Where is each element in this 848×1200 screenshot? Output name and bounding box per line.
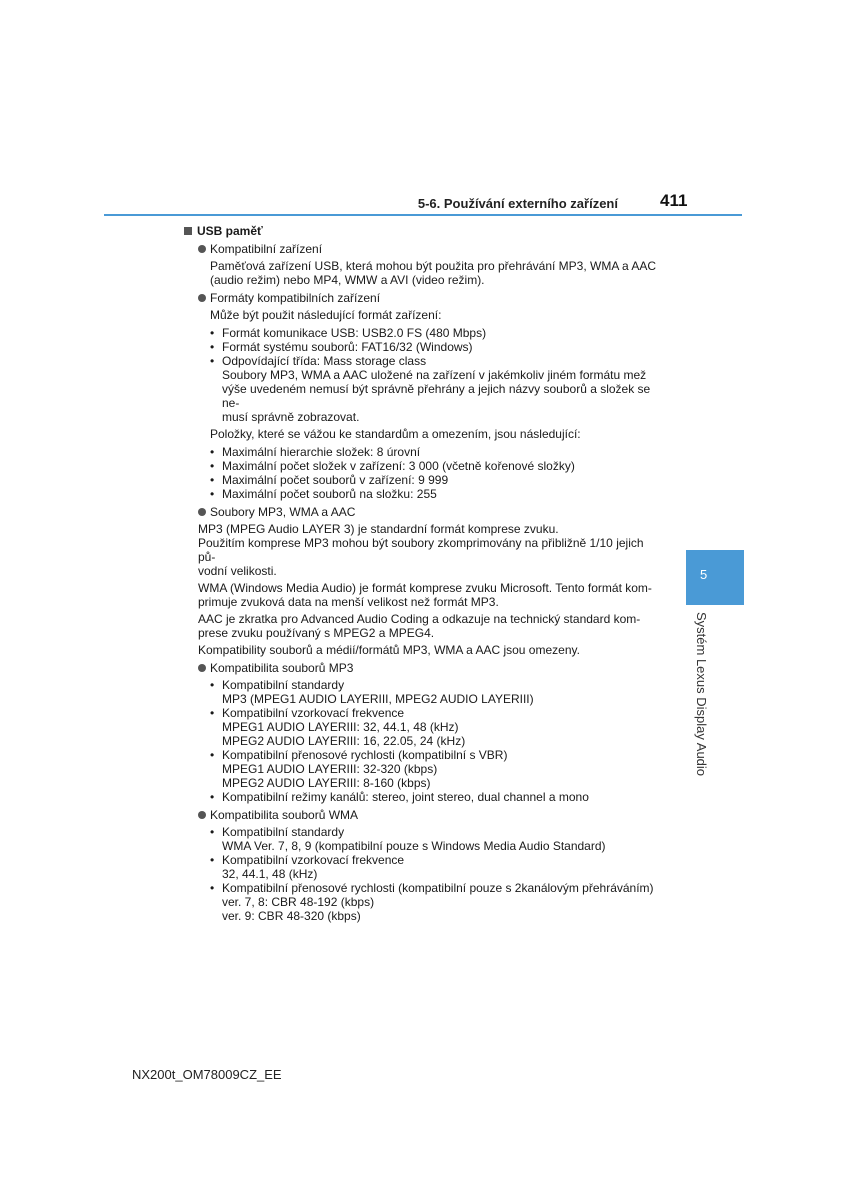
usb-heading: USB paměť bbox=[184, 224, 662, 238]
formats-list bbox=[210, 326, 662, 424]
wma-compat-heading: Kompatibilita souborů WMA bbox=[198, 808, 662, 822]
list-item: • Formát systému souborů: FAT16/32 (Windows) bbox=[210, 340, 473, 354]
list-item: • Odpovídající třída: Mass storage class bbox=[210, 354, 427, 368]
round-bullet-icon bbox=[198, 664, 206, 672]
page-content bbox=[184, 224, 662, 926]
section-title: 5-6. Používání externího zařízení bbox=[417, 196, 618, 211]
round-bullet-icon bbox=[198, 294, 206, 302]
chapter-side-title: Systém Lexus Display Audio bbox=[694, 612, 709, 777]
document-code: NX200t_OM78009CZ_EE bbox=[132, 1067, 282, 1082]
limited-paragraph: Kompatibility souborů a médií/formátů MP3, WMA a AAC jsou omezeny. bbox=[198, 643, 580, 657]
list-item: • Maximální počet souborů v zařízení: 9 999 bbox=[210, 473, 449, 487]
list-item: • Kompatibilní standardy WMA Ver. 7, 8, 9 (kompatibilní pouze s Windows Media Audio Standard) bbox=[210, 825, 606, 853]
wma-compat-list bbox=[210, 825, 662, 923]
list-item: • Maximální hierarchie složek: 8 úrovní bbox=[210, 445, 421, 459]
wma-paragraph: WMA (Windows Media Audio) je formát komprese zvuku Microsoft. Tento formát kom- primuje zvuková data na menší velikost než formát MP3. bbox=[198, 581, 652, 609]
mp3-compat-list bbox=[210, 678, 662, 804]
list-item: • Kompatibilní přenosové rychlosti (kompatibilní s VBR) MPEG1 AUDIO LAYERIII: 32-320 (kbps) MPEG2 AUDIO LAYERIII: 8-160 (kbps) bbox=[210, 748, 508, 790]
list-item: • Formát komunikace USB: USB2.0 FS (480 Mbps) bbox=[210, 326, 487, 340]
compatible-devices-heading: Kompatibilní zařízení bbox=[198, 242, 662, 256]
square-bullet-icon bbox=[184, 227, 192, 235]
formats-intro: Může být použit následující formát zařízení: bbox=[210, 308, 442, 322]
list-item: • Kompatibilní vzorkovací frekvence MPEG1 AUDIO LAYERIII: 32, 44.1, 48 (kHz) MPEG2 AUDIO LAYERIII: 16, 22.05, 24 (kHz) bbox=[210, 706, 466, 748]
page-number: 411 bbox=[660, 191, 688, 210]
chapter-tab[interactable] bbox=[686, 550, 744, 605]
chapter-number: 5 bbox=[700, 567, 708, 582]
mp3-compat-heading: Kompatibilita souborů MP3 bbox=[198, 661, 662, 675]
list-item: • Maximální počet složek v zařízení: 3 000 (včetně kořenové složky) bbox=[210, 459, 575, 473]
limits-list bbox=[210, 445, 662, 501]
list-item: • Kompatibilní režimy kanálů: stereo, joint stereo, dual channel a mono bbox=[210, 790, 589, 804]
list-item: • Kompatibilní přenosové rychlosti (kompatibilní pouze s 2kanálovým přehráváním) ver. 7, 8: CBR 48-192 (kbps) ver. 9: CBR 48-320 (kbps) bbox=[210, 881, 654, 923]
compatible-devices-text: Paměťová zařízení USB, která mohou být použita pro přehrávání MP3, WMA a AAC (audio režim) nebo MP4, WMW a AVI (video režim). bbox=[210, 259, 657, 287]
limits-intro: Položky, které se vážou ke standardům a omezením, jsou následující: bbox=[210, 427, 581, 441]
formats-heading: Formáty kompatibilních zařízení bbox=[198, 291, 662, 305]
list-item: • Kompatibilní standardy MP3 (MPEG1 AUDIO LAYERIII, MPEG2 AUDIO LAYERIII) bbox=[210, 678, 534, 706]
list-item: • Kompatibilní vzorkovací frekvence 32, 44.1, 48 (kHz) bbox=[210, 853, 405, 881]
formats-note: Soubory MP3, WMA a AAC uložené na zařízení v jakémkoliv jiném formátu mež výše uvedeném nemusí být správně přehrány a jejich názvy souborů a složek se ne- musí správně zobrazovat. bbox=[222, 368, 651, 424]
mp3-paragraph: MP3 (MPEG Audio LAYER 3) je standardní formát komprese zvuku. Použitím komprese MP3 mohou být soubory zkomprimovány na přibližně 1/10 jejich pů- vodní velikosti. bbox=[198, 522, 644, 578]
round-bullet-icon bbox=[198, 245, 206, 253]
aac-paragraph: AAC je zkratka pro Advanced Audio Coding a odkazuje na technický standard kom- prese zvuku používaný s MPEG2 a MPEG4. bbox=[198, 612, 641, 640]
header-rule bbox=[104, 214, 742, 216]
round-bullet-icon bbox=[198, 811, 206, 819]
list-item: • Maximální počet souborů na složku: 255 bbox=[210, 487, 437, 501]
round-bullet-icon bbox=[198, 508, 206, 516]
files-heading: Soubory MP3, WMA a AAC bbox=[198, 505, 662, 519]
